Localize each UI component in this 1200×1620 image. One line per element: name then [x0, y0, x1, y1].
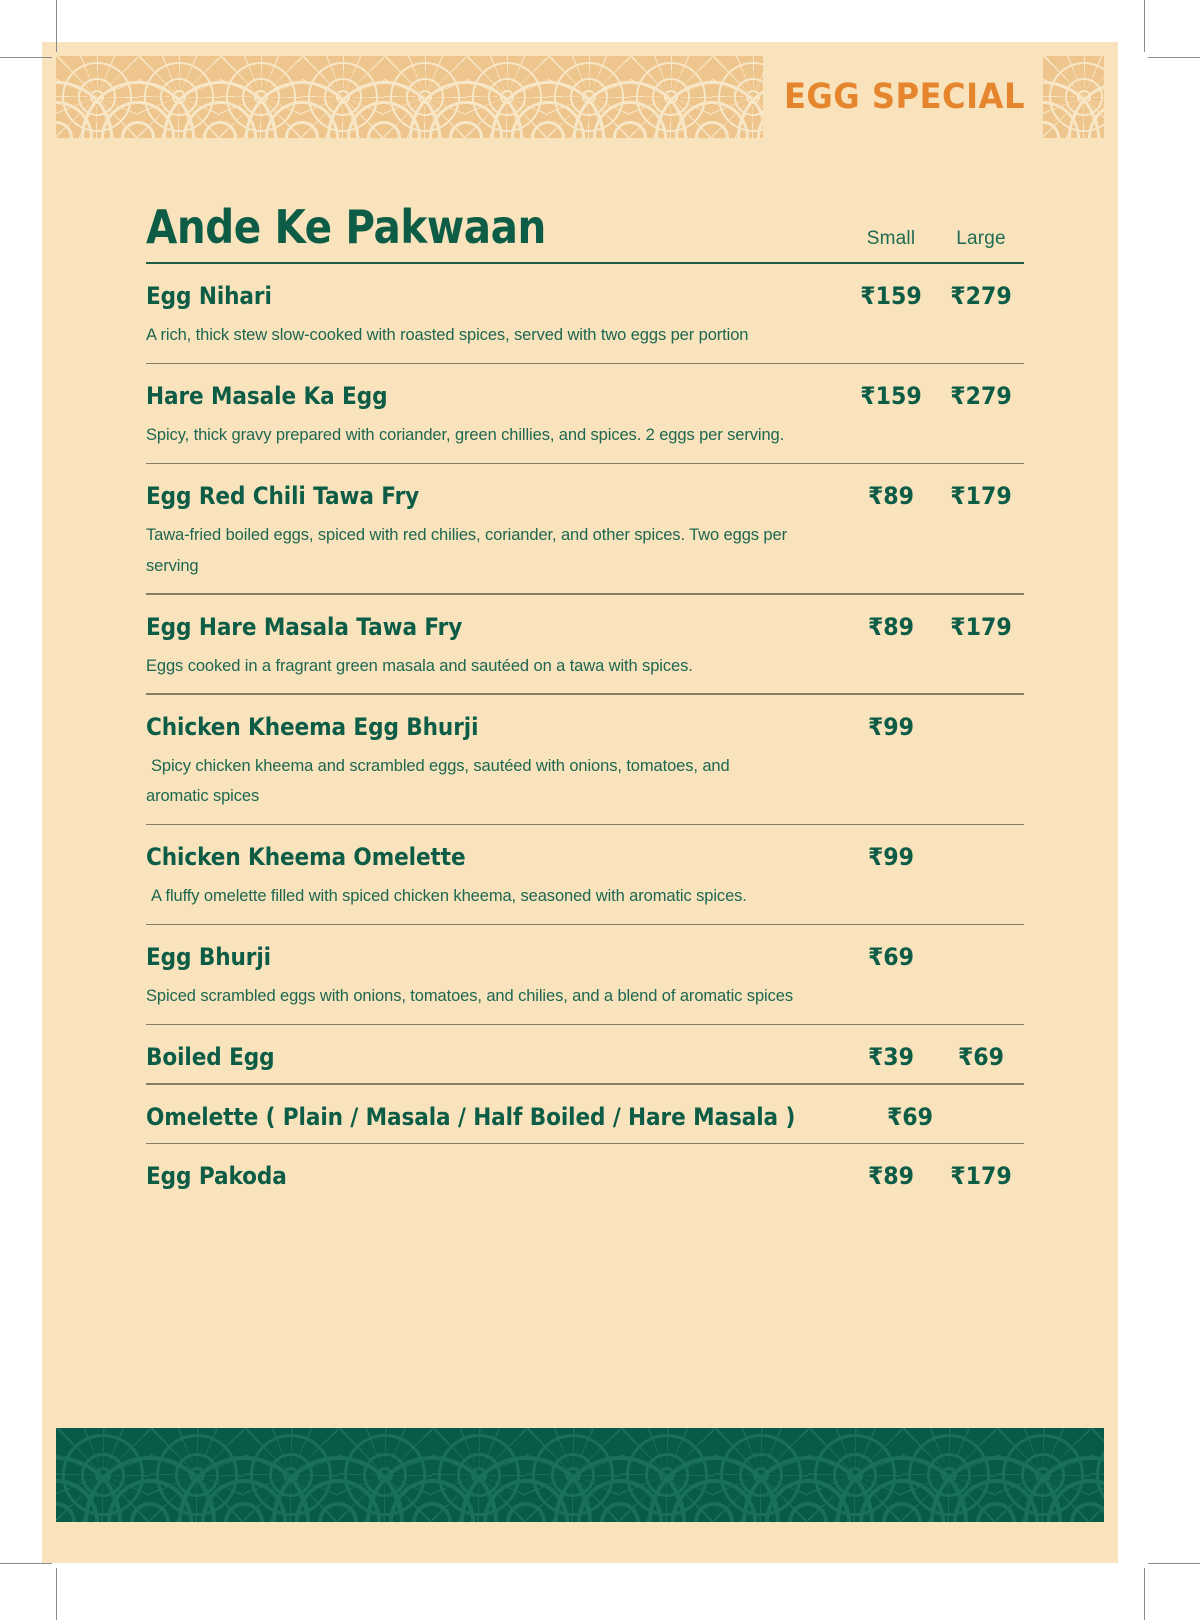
menu-list	[146, 200, 1024, 1202]
menu-item-header	[146, 613, 1024, 641]
menu-item-name: Egg Red Chili Tawa Fry	[146, 482, 420, 511]
crop-mark-bottom-left-horizontal	[0, 1563, 52, 1564]
menu-item-prices	[848, 1162, 1024, 1190]
menu-item-divider	[146, 924, 1024, 926]
menu-item-name: Omelette ( Plain / Masala / Half Boiled / Hare Masala )	[146, 1102, 796, 1131]
menu-item-divider	[146, 1024, 1024, 1026]
menu-item-description: A fluffy omelette filled with spiced chicken kheema, seasoned with aromatic spices.	[151, 887, 747, 906]
menu-item-description: Eggs cooked in a fragrant green masala and sautéed on a tawa with spices.	[146, 656, 693, 675]
menu-item-divider	[146, 593, 1024, 595]
menu-item-name: Chicken Kheema Egg Bhurji	[146, 712, 479, 741]
column-header-large: Large	[956, 228, 1006, 249]
menu-item-prices	[848, 382, 1024, 410]
header-title-area	[763, 56, 1043, 138]
crop-mark-bottom-right-horizontal	[1148, 1563, 1200, 1564]
menu-item-divider	[146, 463, 1024, 465]
menu-item-description: A rich, thick stew slow-cooked with roasted spices, served with two eggs per portion	[146, 326, 749, 344]
menu-item[interactable]	[146, 464, 1024, 593]
menu-item[interactable]	[146, 1144, 1024, 1202]
price-large: ₹179	[950, 612, 1012, 641]
crop-mark-top-right-vertical	[1144, 0, 1145, 52]
menu-item-name: Egg Pakoda	[146, 1162, 287, 1191]
page-title: EGG SPECIAL	[783, 77, 1025, 117]
menu-item-description: Spicy chicken kheema and scrambled eggs, sautéed with onions, tomatoes, and aromatic spices	[146, 756, 730, 806]
menu-item-description: Spiced scrambled eggs with onions, tomatoes, and chilies, and a blend of aromatic spices	[146, 987, 793, 1006]
menu-item-header	[146, 713, 1024, 741]
header-pattern-strip	[56, 56, 763, 138]
menu-item-header	[146, 1103, 1024, 1131]
price-small: ₹99	[867, 843, 915, 872]
menu-item-header	[146, 1043, 1024, 1071]
section-title: Ande Ke Pakwaan	[146, 200, 546, 254]
crop-mark-top-right-horizontal	[1148, 57, 1200, 58]
menu-item[interactable]	[146, 264, 1024, 363]
menu-item[interactable]	[146, 695, 1024, 824]
crop-mark-top-left-horizontal	[0, 57, 52, 58]
price-small: ₹159	[860, 282, 922, 310]
menu-item-name: Egg Nihari	[146, 282, 272, 310]
menu-item[interactable]	[146, 364, 1024, 463]
menu-page	[42, 42, 1118, 1563]
menu-item-prices	[848, 843, 1024, 871]
menu-item-header	[146, 282, 1024, 310]
menu-item-name: Chicken Kheema Omelette	[146, 843, 466, 872]
price-large: ₹69	[957, 1043, 1005, 1072]
menu-item-description: Tawa-fried boiled eggs, spiced with red chilies, coriander, and other spices. Two eggs per serving	[146, 526, 787, 575]
menu-item-divider	[146, 693, 1024, 695]
menu-item[interactable]	[146, 595, 1024, 694]
price-small: ₹89	[867, 612, 915, 641]
column-header-small: Small	[866, 228, 916, 249]
menu-item-prices	[848, 1043, 1024, 1071]
menu-item-name: Hare Masale Ka Egg	[146, 382, 388, 411]
menu-item-prices	[867, 1103, 1043, 1131]
price-small: ₹69	[887, 1102, 934, 1131]
price-large: ₹279	[950, 282, 1012, 310]
menu-item-divider	[146, 363, 1024, 365]
size-column-headers	[848, 228, 1024, 254]
menu-item-divider	[146, 1083, 1024, 1085]
menu-item-divider	[146, 1143, 1024, 1145]
price-small: ₹69	[867, 943, 915, 972]
menu-item-name: Egg Bhurji	[146, 943, 271, 972]
header-band	[56, 56, 1104, 138]
menu-item[interactable]	[146, 925, 1024, 1024]
menu-item-description: Spicy, thick gravy prepared with coriander, green chillies, and spices. 2 eggs per serving.	[146, 426, 785, 445]
menu-item[interactable]	[146, 825, 1024, 924]
menu-item-header	[146, 943, 1024, 971]
menu-item-header	[146, 1162, 1024, 1190]
menu-item-divider	[146, 824, 1024, 826]
menu-item-header	[146, 482, 1024, 510]
menu-item[interactable]	[146, 1085, 1024, 1143]
menu-item-prices	[848, 282, 1024, 310]
section-header-row	[146, 200, 1024, 262]
menu-item-prices	[848, 613, 1024, 641]
crop-mark-top-left-vertical	[56, 0, 57, 52]
menu-item-header	[146, 382, 1024, 410]
menu-item-prices	[848, 943, 1024, 971]
crop-mark-bottom-right-vertical	[1144, 1568, 1145, 1620]
crop-mark-bottom-left-vertical	[56, 1568, 57, 1620]
menu-item-name: Egg Hare Masala Tawa Fry	[146, 612, 463, 641]
menu-item-prices	[848, 482, 1024, 510]
price-small: ₹89	[867, 482, 915, 511]
price-small: ₹89	[867, 1162, 915, 1191]
price-large: ₹179	[950, 482, 1012, 511]
menu-item-header	[146, 843, 1024, 871]
menu-item-name: Boiled Egg	[146, 1043, 275, 1072]
menu-item-prices	[848, 713, 1024, 741]
price-small: ₹39	[867, 1043, 915, 1072]
star-motif-tile	[1043, 56, 1104, 138]
price-large: ₹279	[950, 382, 1012, 411]
price-small: ₹159	[860, 382, 922, 411]
menu-item[interactable]	[146, 1025, 1024, 1083]
price-large: ₹179	[950, 1162, 1012, 1191]
footer-pattern-band	[56, 1428, 1104, 1522]
price-small: ₹99	[867, 712, 915, 741]
